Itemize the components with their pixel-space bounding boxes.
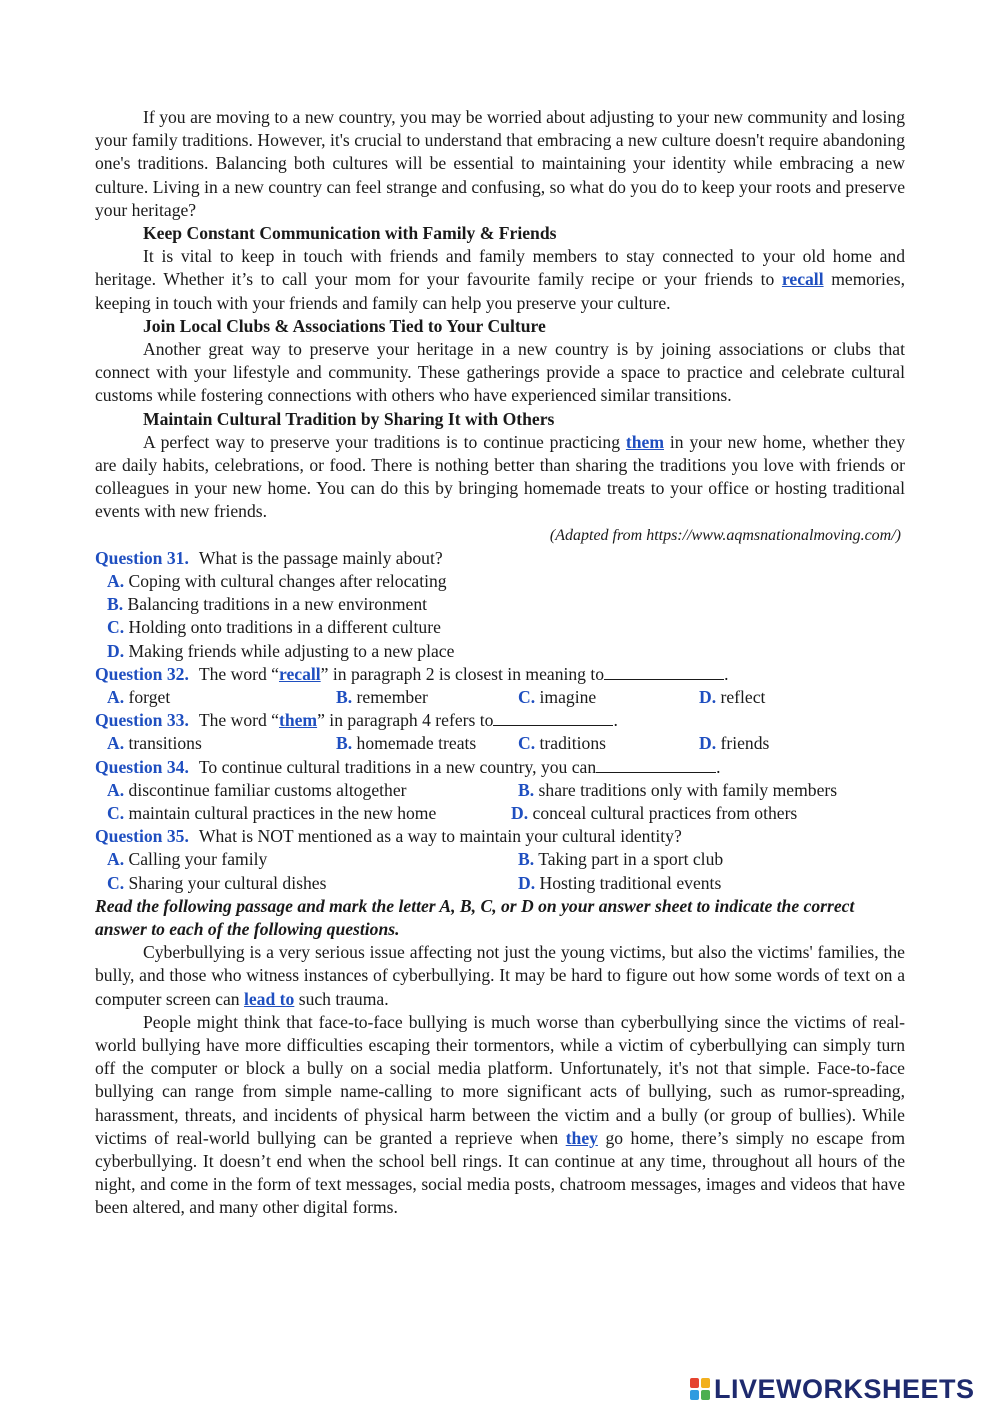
liveworksheets-logo-text: LIVEWORKSHEETS: [714, 1373, 975, 1404]
q35-option-d[interactable]: D. Hosting traditional events: [518, 872, 722, 893]
worksheet-page: [95, 106, 905, 1220]
passage2-paragraph-1: Cyberbullying is a very serious issue affecting not just the young victims, but also the victims' families, the bully, and those who witness instances of cyberbullying. It may be hard to figure out how some words of text on a computer screen can lead to such trauma.: [95, 942, 905, 1009]
passage1-heading-2: Join Local Clubs & Associations Tied to Your Culture: [143, 315, 546, 336]
question-33: Question 33. The word “them” in paragraph 4 refers to .: [95, 710, 618, 731]
q33-option-c[interactable]: C. traditions: [518, 733, 606, 754]
q34-options-row-2: [95, 802, 905, 825]
q35-options-row-2: [95, 872, 905, 895]
q33-option-b[interactable]: B. homemade treats: [336, 733, 477, 754]
q32-options: [95, 686, 905, 709]
passage1-paragraph-2: It is vital to keep in touch with friends and family members to stay connected to your old home and heritage. Whether it’s to call your mom for your favourite family recipe or your friends to recall memories, keeping in touch with your friends and family can help you preserve your culture.: [95, 246, 905, 313]
q33-highlight-word: them: [278, 710, 318, 731]
question-33-label: Question 33.: [95, 710, 189, 731]
highlight-they: they: [565, 1127, 598, 1148]
q35-options-row-1: [95, 848, 905, 871]
q33-options: [95, 732, 905, 755]
passage1-heading-1: Keep Constant Communication with Family & Friends: [143, 223, 557, 244]
q35-option-c[interactable]: C. Sharing your cultural dishes: [107, 872, 327, 893]
q34-option-a[interactable]: A. discontinue familiar customs altogether: [107, 779, 407, 800]
q32-option-b[interactable]: B. remember: [336, 687, 428, 708]
passage1-paragraph-4: A perfect way to preserve your traditions is to continue practicing them in your new home, whether they are daily habits, celebrations, or food. There is nothing better than sharing the traditions you love with friends or colleagues in your new home. You can do this by bringing homemade treats to your office or hosting traditional events with new friends.: [95, 431, 905, 522]
q31-option-c[interactable]: C. Holding onto traditions in a different culture: [107, 617, 441, 638]
q32-option-d[interactable]: D. reflect: [699, 687, 766, 708]
answer-blank[interactable]: [596, 757, 716, 773]
highlight-them: them: [625, 431, 665, 452]
question-31-label: Question 31.: [95, 547, 189, 568]
q32-option-a[interactable]: A. forget: [107, 687, 171, 708]
question-34: Question 34. To continue cultural traditions in a new country, you can .: [95, 756, 721, 777]
logo-square-blue: [690, 1390, 699, 1400]
question-34-label: Question 34.: [95, 756, 189, 777]
logo-square-red: [690, 1378, 699, 1388]
question-35-label: Question 35.: [95, 826, 189, 847]
q35-option-a[interactable]: A. Calling your family: [107, 849, 268, 870]
liveworksheets-logo-icon: [690, 1378, 710, 1400]
q34-option-b[interactable]: B. share traditions only with family members: [518, 779, 838, 800]
reading-instruction: Read the following passage and mark the letter A, B, C, or D on your answer sheet to indicate the correct answer to each of the following questions.: [95, 895, 855, 940]
passage1-intro: If you are moving to a new country, you may be worried about adjusting to your new community and losing your family traditions. However, it's crucial to understand that embracing a new culture doesn't require abandoning one's traditions. Balancing both cultures will be essential to maintaining your identity while embracing a new culture. Living in a new country can feel strange and confusing, so what do you do to keep your roots and preserve your heritage?: [95, 107, 905, 220]
question-31: Question 31. What is the passage mainly about?: [95, 547, 443, 568]
logo-square-yellow: [701, 1378, 710, 1388]
passage1-heading-3: Maintain Cultural Tradition by Sharing It with Others: [143, 408, 555, 429]
q34-options-row-1: [95, 779, 905, 802]
q34-option-c[interactable]: C. maintain cultural practices in the new home: [107, 803, 437, 824]
q32-highlight-word: recall: [278, 663, 321, 684]
logo-square-green: [701, 1390, 710, 1400]
q31-option-a[interactable]: A. Coping with cultural changes after relocating: [107, 571, 447, 592]
source-citation: (Adapted from https://www.aqmsnationalmoving.com/): [549, 526, 901, 544]
answer-blank[interactable]: [604, 664, 724, 680]
question-32-label: Question 32.: [95, 663, 189, 684]
highlight-recall: recall: [781, 269, 824, 290]
q35-option-b[interactable]: B. Taking part in a sport club: [518, 849, 724, 870]
highlight-lead-to: lead to: [243, 988, 295, 1009]
q31-option-b[interactable]: B. Balancing traditions in a new environment: [107, 594, 428, 615]
q31-option-d[interactable]: D. Making friends while adjusting to a new place: [107, 640, 455, 661]
q32-option-c[interactable]: C. imagine: [518, 687, 597, 708]
question-35: Question 35. What is NOT mentioned as a way to maintain your cultural identity?: [95, 826, 682, 847]
answer-blank[interactable]: [493, 710, 613, 726]
q33-option-d[interactable]: D. friends: [699, 733, 770, 754]
liveworksheets-logo: [690, 1374, 975, 1404]
passage2-paragraph-2: People might think that face-to-face bullying is much worse than cyberbullying since the victims of real-world bullying have more difficulties escaping their tormentors, while a victim of cyberbullying can simply turn off the computer or block a bully on a social media platform. Unfortunately, it's not that simple. Face-to-face bullying can range from simple name-calling to more significant acts of bullying, such as rumor-spreading, harassment, threats, and incidents of physical harm between the victim and a bully (or group of bullies). While victims of real-world bullying can be granted a reprieve when they go home, there’s simply no escape from cyberbullying. It doesn’t end when the school bell rings. It can continue at any time, throughout all hours of the night, and come in the form of text messages, social media posts, chatroom messages, images and videos that have been altered, and many other digital forms.: [95, 1011, 906, 1218]
passage1-paragraph-3: Another great way to preserve your heritage in a new country is by joining associations or clubs that connect with your lifestyle and community. These gatherings provide a space to practice and celebrate cultural customs while fostering connections with others who have experienced similar transitions.: [95, 339, 905, 406]
q34-option-d[interactable]: D. conceal cultural practices from others: [511, 803, 798, 824]
question-32: Question 32. The word “recall” in paragraph 2 is closest in meaning to .: [95, 663, 729, 684]
q33-option-a[interactable]: A. transitions: [107, 733, 202, 754]
